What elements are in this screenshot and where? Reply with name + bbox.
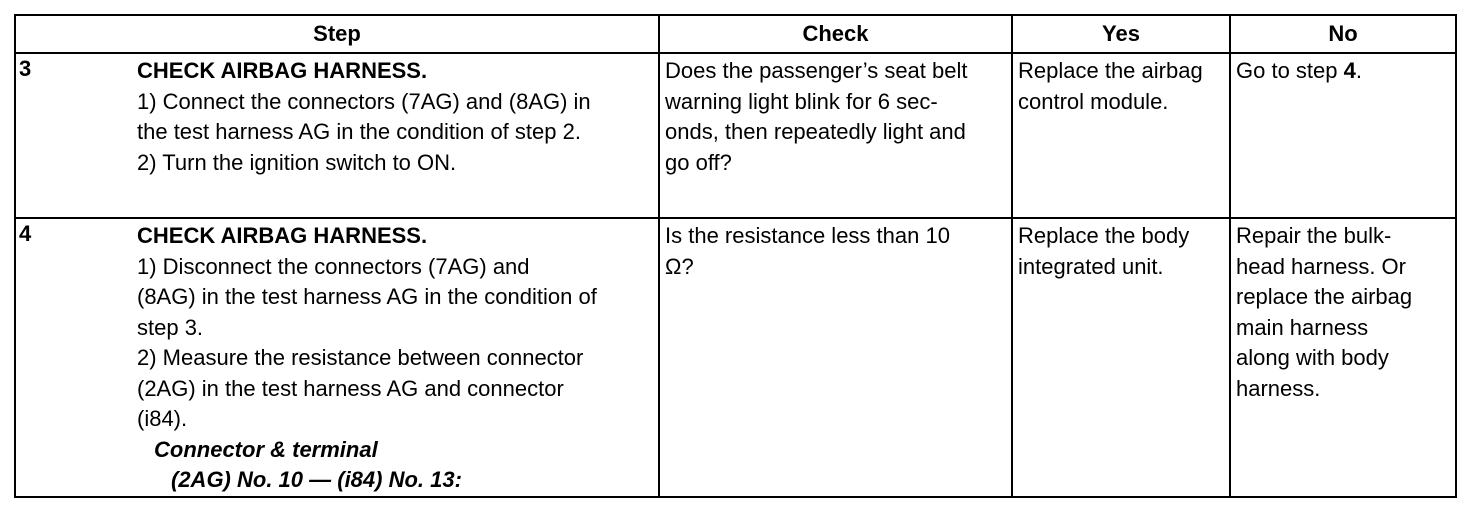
step-line: (2AG) in the test harness AG and connector: [137, 375, 564, 401]
no-line: along with body: [1236, 345, 1389, 370]
check-line: Is the resistance less than 10: [665, 223, 950, 248]
header-step: Step: [15, 15, 659, 53]
step-number: 4: [19, 221, 32, 246]
yes-line: control module.: [1018, 88, 1169, 114]
yes-cell: [1012, 53, 1230, 218]
table-row: [15, 218, 1456, 497]
table-row: [15, 53, 1456, 218]
spec-value: (2AG) No. 10 — (i84) No. 13:: [171, 467, 462, 492]
header-yes: Yes: [1012, 15, 1230, 53]
check-line: onds, then repeatedly light and: [665, 119, 966, 144]
step-line: 2) Turn the ignition switch to ON.: [137, 149, 457, 175]
no-cell: [1230, 218, 1456, 497]
step-cell: [15, 53, 659, 218]
step-title: CHECK AIRBAG HARNESS.: [137, 58, 428, 83]
header-check: Check: [659, 15, 1012, 53]
step-number: 3: [19, 56, 32, 81]
no-line: replace the airbag: [1236, 284, 1413, 309]
yes-line: Replace the airbag: [1018, 58, 1203, 83]
header-row: [15, 15, 1456, 53]
procedure-table-wrapper: [14, 14, 1457, 498]
check-cell: [659, 218, 1012, 497]
no-line: Repair the bulk-: [1236, 223, 1392, 248]
yes-line: Replace the body: [1018, 223, 1190, 248]
no-line: main harness: [1236, 314, 1369, 340]
check-line: go off?: [665, 149, 732, 175]
header-no: No: [1230, 15, 1456, 53]
no-step-ref: 4: [1343, 58, 1356, 83]
no-line: harness.: [1236, 375, 1321, 401]
step-title: CHECK AIRBAG HARNESS.: [137, 223, 428, 248]
check-cell: [659, 53, 1012, 218]
step-line: (8AG) in the test harness AG in the condition of: [137, 284, 597, 309]
yes-cell: [1012, 218, 1230, 497]
no-text: Go to step: [1236, 58, 1344, 83]
check-line: Ω?: [665, 253, 694, 279]
check-line: warning light blink for 6 sec-: [665, 88, 938, 114]
step-line: 1) Connect the connectors (7AG) and (8AG) in: [137, 88, 591, 114]
procedure-table: [14, 14, 1457, 498]
no-line: [1231, 54, 1455, 87]
yes-line: integrated unit.: [1018, 253, 1164, 279]
step-cell: [15, 218, 659, 497]
no-line: head harness. Or: [1236, 253, 1406, 279]
step-line: 2) Measure the resistance between connector: [137, 345, 584, 370]
step-line: (i84).: [137, 406, 188, 431]
no-cell: [1230, 53, 1456, 218]
step-line: step 3.: [137, 314, 204, 340]
step-line: the test harness AG in the condition of step 2.: [137, 119, 581, 144]
check-line: Does the passenger’s seat belt: [665, 58, 968, 83]
no-text-end: .: [1355, 58, 1362, 83]
step-line: 1) Disconnect the connectors (7AG) and: [137, 253, 530, 279]
spec-label: Connector & terminal: [154, 436, 378, 462]
